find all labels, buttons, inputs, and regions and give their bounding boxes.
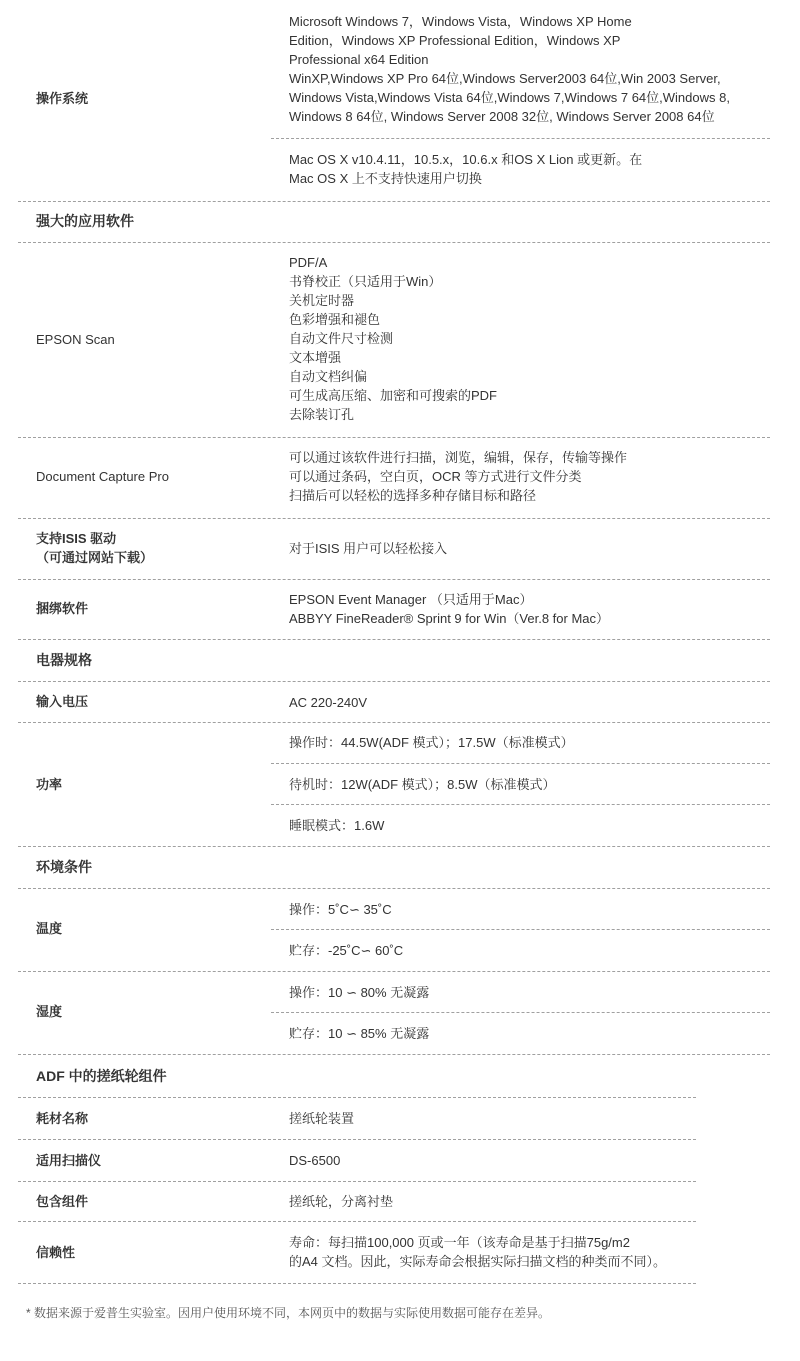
footnote: * 数据来源于爱普生实验室。因用户使用环境不同，本网页中的数据与实际使用数据可能存在差异。 (26, 1306, 551, 1320)
row-label: EPSON Scan (36, 332, 115, 347)
spec-row-epson-scan (18, 243, 770, 438)
spec-row-reliability (18, 1222, 696, 1284)
spec-row-voltage (18, 682, 770, 723)
spec-row-temperature (18, 889, 770, 972)
spec-row-isis (18, 519, 770, 580)
os-windows-value: Microsoft Windows 7，Windows Vista，Windows XP Home Edition，Windows XP Professional Edition，Windows XP Professional x64 Edition WinXP,Windows XP Pro 64位,Windows Server2003 64位,Win 2003 Server, Windows Vista,Windows Vista 64位,Windows 7,Windows 7 64位,Windows 8, Windows 8 64位, Windows Server 2008 32位, Windows Server 2008 64位 (289, 14, 730, 124)
row-label: 温度 (36, 921, 63, 936)
consumable-value: 搓纸轮装置 (289, 1111, 355, 1126)
section-title: 电器规格 (36, 652, 92, 668)
humidity-value-operating: 操作：10 ∽ 80% 无凝露 (289, 985, 430, 1000)
spec-row-os (18, 0, 770, 202)
spec-row-power (18, 723, 770, 847)
os-mac-value: Mac OS X v10.4.11，10.5.x，10.6.x 和OS X Lion 或更新。在 Mac OS X 上不支持快速用户切换 (289, 152, 643, 186)
reliability-value: 寿命：每扫描100,000 页或一年（该寿命是基于扫描75g/m2 的A4 文档。因此，实际寿命会根据实际扫描文档的种类而不同）。 (289, 1235, 667, 1269)
row-label: Document Capture Pro (36, 469, 169, 484)
row-label: 适用扫描仪 (36, 1153, 102, 1168)
row-label: 信赖性 (36, 1245, 76, 1260)
section-software (18, 202, 770, 243)
document-capture-value: 可以通过该软件进行扫描，浏览，编辑，保存，传输等操作 可以通过条码，空白页，OCR 等方式进行文件分类 扫描后可以轻松的选择多种存储目标和路径 (289, 450, 628, 503)
scanner-value: DS-6500 (289, 1153, 341, 1168)
spec-row-consumable (18, 1098, 696, 1140)
section-title: 强大的应用软件 (36, 213, 134, 229)
power-value-standby: 待机时：12W(ADF 模式）；8.5W（标准模式） (289, 777, 556, 792)
bundled-value: EPSON Event Manager （只适用于Mac） ABBYY FineReader® Sprint 9 for Win（Ver.8 for Mac） (289, 592, 610, 626)
row-label: 功率 (36, 777, 63, 792)
power-value-sleep: 睡眠模式：1.6W (289, 818, 385, 833)
section-adf (18, 1055, 696, 1098)
temperature-value-storage: 贮存：-25˚C∽ 60˚C (289, 943, 404, 958)
row-label: 包含组件 (36, 1194, 89, 1209)
epson-scan-value: PDF/A 书脊校正（只适用于Win） 关机定时器 色彩增强和褪色 自动文件尺寸检测 文本增强 自动文档纠偏 可生成高压缩、加密和可搜索的PDF 去除装订孔 (289, 255, 498, 422)
spec-row-scanner (18, 1140, 696, 1182)
row-label: 输入电压 (36, 694, 89, 709)
section-title: 环境条件 (36, 859, 92, 875)
voltage-value: AC 220-240V (289, 695, 368, 710)
spec-row-document-capture (18, 438, 770, 519)
row-label: 湿度 (36, 1004, 63, 1019)
power-value-operating: 操作时：44.5W(ADF 模式）；17.5W（标准模式） (289, 735, 574, 750)
components-value: 搓纸轮，分离衬垫 (289, 1194, 394, 1209)
spec-row-humidity (18, 972, 770, 1055)
row-label: 操作系统 (36, 91, 89, 106)
row-label: 支持ISIS 驱动 （可通过网站下载） (36, 531, 154, 565)
spec-row-components (18, 1182, 696, 1222)
isis-value: 对于ISIS 用户可以轻松接入 (289, 541, 448, 556)
section-title: ADF 中的搓纸轮组件 (36, 1068, 167, 1084)
row-label: 耗材名称 (36, 1111, 89, 1126)
temperature-value-operating: 操作：5˚C∽ 35˚C (289, 902, 392, 917)
section-environment (18, 847, 770, 889)
spec-row-bundled (18, 580, 770, 640)
row-label: 捆绑软件 (36, 601, 89, 616)
section-electrical (18, 640, 770, 682)
humidity-value-storage: 贮存：10 ∽ 85% 无凝露 (289, 1026, 430, 1041)
